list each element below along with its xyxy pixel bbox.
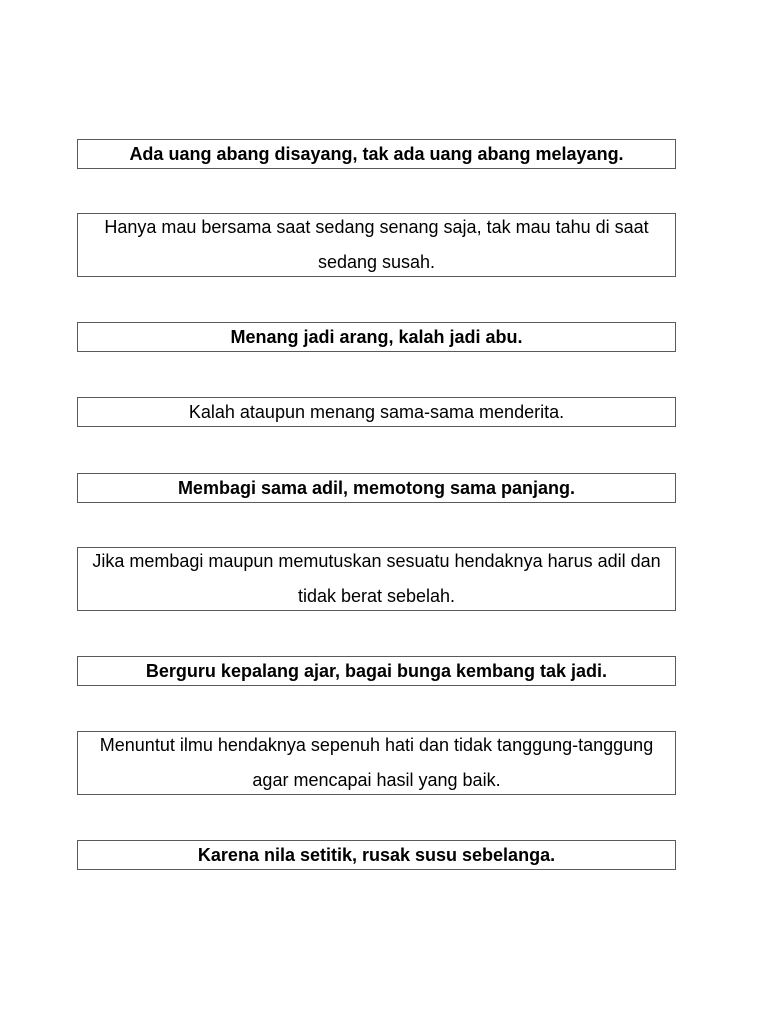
meaning-box-2 [77,397,676,427]
proverb-box-3 [77,473,676,503]
proverb-box-4 [77,656,676,686]
meaning-text: Kalah ataupun menang sama-sama menderita. [188,402,565,422]
proverb-box-1 [77,139,676,169]
proverb-text: Karena nila setitik, rusak susu sebelanga. [197,845,556,865]
meaning-text: Hanya mau bersama saat sedang senang saja, tak mau tahu di saat sedang susah. [104,217,649,272]
meaning-box-1 [77,213,676,277]
proverb-text: Membagi sama adil, memotong sama panjang. [177,478,576,498]
meaning-box-4 [77,731,676,795]
proverb-box-5 [77,840,676,870]
proverb-text: Ada uang abang disayang, tak ada uang abang melayang. [129,144,624,164]
meaning-text: Menuntut ilmu hendaknya sepenuh hati dan tidak tanggung-tanggung agar mencapai hasil yang baik. [99,735,654,790]
meaning-text: Jika membagi maupun memutuskan sesuatu hendaknya harus adil dan tidak berat sebelah. [92,551,661,606]
meaning-box-3 [77,547,676,611]
proverb-box-2 [77,322,676,352]
proverb-text: Menang jadi arang, kalah jadi abu. [230,327,523,347]
proverb-text: Berguru kepalang ajar, bagai bunga kembang tak jadi. [145,661,608,681]
